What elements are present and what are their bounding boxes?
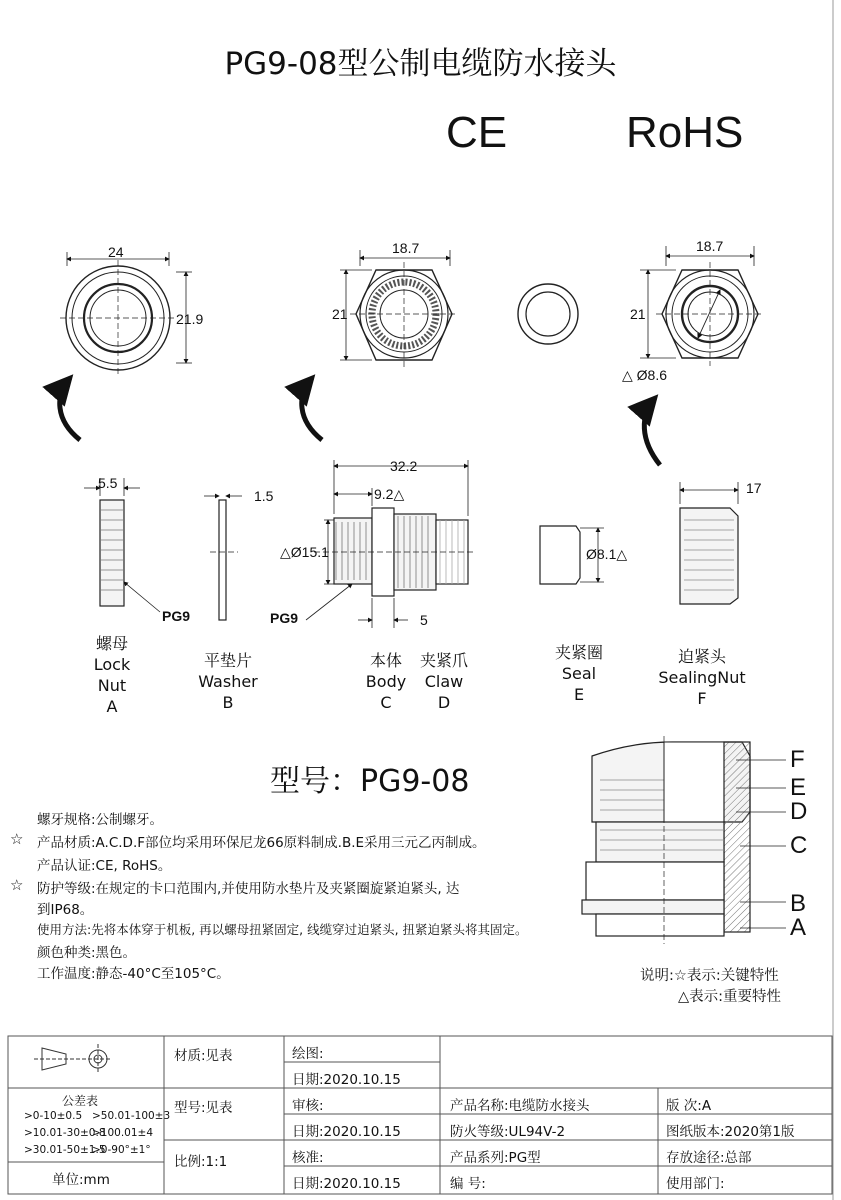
assembly-section-view xyxy=(582,736,786,944)
part-label-a xyxy=(80,633,144,717)
key-feature-star-icon: ☆ xyxy=(10,876,24,894)
part-label-c xyxy=(356,650,416,713)
callout-e: E xyxy=(790,774,807,801)
model-label: 型号:见表 xyxy=(174,1100,233,1116)
sealing-nut-top-view xyxy=(640,246,764,366)
legend-important-feature: △表示:重要特性 xyxy=(678,989,782,1005)
ce-mark: CE xyxy=(446,108,508,157)
revision: 版 次:A xyxy=(666,1098,712,1114)
spec-cert: 产品认证:CE, RoHS。 xyxy=(37,858,172,874)
tolerance-row-1b: >50.01-100±3 xyxy=(92,1110,171,1122)
dim-nut-height: 21.9 xyxy=(176,311,204,327)
part-a-code: A xyxy=(106,697,118,716)
dim-body-height: 21 xyxy=(332,306,348,322)
unit-label: 单位:mm xyxy=(52,1172,110,1188)
dim-c-5: 5 xyxy=(420,612,428,628)
seal-top-view xyxy=(518,284,578,344)
body-top-view xyxy=(340,250,458,368)
callout-d: D xyxy=(790,798,808,825)
part-number: 编 号: xyxy=(450,1176,486,1192)
part-a-en2: Nut xyxy=(97,676,127,695)
department: 使用部门: xyxy=(666,1176,725,1192)
lock-nut-top-view xyxy=(60,252,192,376)
dim-e-dia: Ø8.1△ xyxy=(586,546,628,562)
tolerance-title: 公差表 xyxy=(62,1094,99,1108)
review-date: 日期:2020.10.15 xyxy=(292,1124,401,1140)
part-f-en: SealingNut xyxy=(658,668,746,687)
drawn-label: 绘图: xyxy=(292,1046,324,1062)
storage-path: 存放途径:总部 xyxy=(666,1150,752,1166)
spec-color: 颜色种类:黑色。 xyxy=(37,945,137,961)
dim-sealnut-hole: △ Ø8.6 xyxy=(622,367,668,383)
spec-temperature: 工作温度:静态-40°C至105°C。 xyxy=(37,966,230,982)
callout-f: F xyxy=(790,746,805,773)
drawing-version: 图纸版本:2020第1版 xyxy=(666,1124,795,1140)
part-c-en: Body xyxy=(365,672,407,691)
spec-protection-cont: 到IP68。 xyxy=(37,902,94,918)
tolerance-row-3b: >0-90°±1° xyxy=(92,1144,151,1156)
drawn-date: 日期:2020.10.15 xyxy=(292,1072,401,1088)
dim-c-dia: △Ø15.1 xyxy=(280,544,329,560)
page-title: PG9-08型公制电缆防水接头 xyxy=(224,46,617,82)
part-a-cn: 螺母 xyxy=(95,634,128,653)
approve-date: 日期:2020.10.15 xyxy=(292,1176,401,1192)
spec-protection: 防护等级:在规定的卡口范围内,并使用防水垫片及夹紧圈旋紧迫紧头, 达 xyxy=(37,881,460,897)
part-d-code: D xyxy=(437,693,451,712)
tolerance-row-3a: >30.01-50±1.5 xyxy=(24,1144,106,1156)
dim-a-width: 5.5 xyxy=(98,475,118,491)
dim-f-width: 17 xyxy=(746,480,762,496)
part-c-code: C xyxy=(380,693,392,712)
part-d-en: Claw xyxy=(424,672,464,691)
part-label-f xyxy=(650,646,754,709)
part-f-cn: 迫紧头 xyxy=(677,647,726,666)
scale-label: 比例:1:1 xyxy=(174,1154,228,1170)
callout-a: A xyxy=(790,914,807,941)
washer-side-view xyxy=(204,496,242,620)
pg-label-c: PG9 xyxy=(270,610,299,626)
dim-c-total: 32.2 xyxy=(390,458,418,474)
pg-label-a: PG9 xyxy=(162,608,191,624)
sealing-nut-side-view xyxy=(680,482,738,604)
spec-usage: 使用方法:先将本体穿于机板, 再以螺母扭紧固定, 线缆穿过迫紧头, 扭紧迫紧头将其固定。 xyxy=(37,922,528,937)
part-b-en: Washer xyxy=(198,672,258,691)
legend-key-feature: 说明:☆表示:关键特性 xyxy=(640,968,779,984)
part-b-cn: 平垫片 xyxy=(203,651,252,670)
model-heading: 型号：PG9-08 xyxy=(270,764,470,799)
part-label-b xyxy=(188,650,268,713)
review-label: 审核: xyxy=(292,1098,324,1114)
part-e-code: E xyxy=(573,685,585,704)
rohs-mark: RoHS xyxy=(626,108,744,157)
part-a-en: Lock xyxy=(93,655,131,674)
callout-b: B xyxy=(790,890,807,917)
callout-c: C xyxy=(790,832,808,859)
tolerance-row-2a: >10.01-30±0.8 xyxy=(24,1127,106,1139)
part-c-cn: 本体 xyxy=(369,651,402,670)
dim-c-thread: 9.2△ xyxy=(374,486,405,502)
part-d-cn: 夹紧爪 xyxy=(419,651,468,670)
part-label-e xyxy=(546,642,612,705)
spec-material: 产品材质:A.C.D.F部位均采用环保尼龙66原料制成.B.E采用三元乙丙制成。 xyxy=(37,835,486,851)
material-label: 材质:见表 xyxy=(174,1048,233,1064)
part-e-en: Seal xyxy=(561,664,597,683)
part-b-code: B xyxy=(222,693,234,712)
tolerance-row-2b: >100.01±4 xyxy=(92,1127,154,1139)
key-feature-star-icon: ☆ xyxy=(10,830,24,848)
dim-b-width: 1.5 xyxy=(254,488,274,504)
part-label-d xyxy=(412,650,476,713)
dim-sealnut-width: 18.7 xyxy=(696,238,724,254)
fire-rating: 防火等级:UL94V-2 xyxy=(450,1124,566,1140)
product-series: 产品系列:PG型 xyxy=(450,1150,541,1166)
approve-label: 核准: xyxy=(292,1150,324,1166)
part-f-code: F xyxy=(697,689,707,708)
assembly-arrows xyxy=(60,378,660,465)
tolerance-row-1a: >0-10±0.5 xyxy=(24,1110,83,1122)
part-e-cn: 夹紧圈 xyxy=(554,643,603,662)
spec-thread: 螺牙规格:公制螺牙。 xyxy=(37,812,164,828)
tolerance-logo xyxy=(34,1044,112,1074)
lock-nut-side-view xyxy=(84,478,160,612)
dim-nut-width: 24 xyxy=(108,244,124,260)
product-name: 产品名称:电缆防水接头 xyxy=(450,1098,590,1114)
dim-sealnut-height: 21 xyxy=(630,306,646,322)
dim-body-width: 18.7 xyxy=(392,240,420,256)
